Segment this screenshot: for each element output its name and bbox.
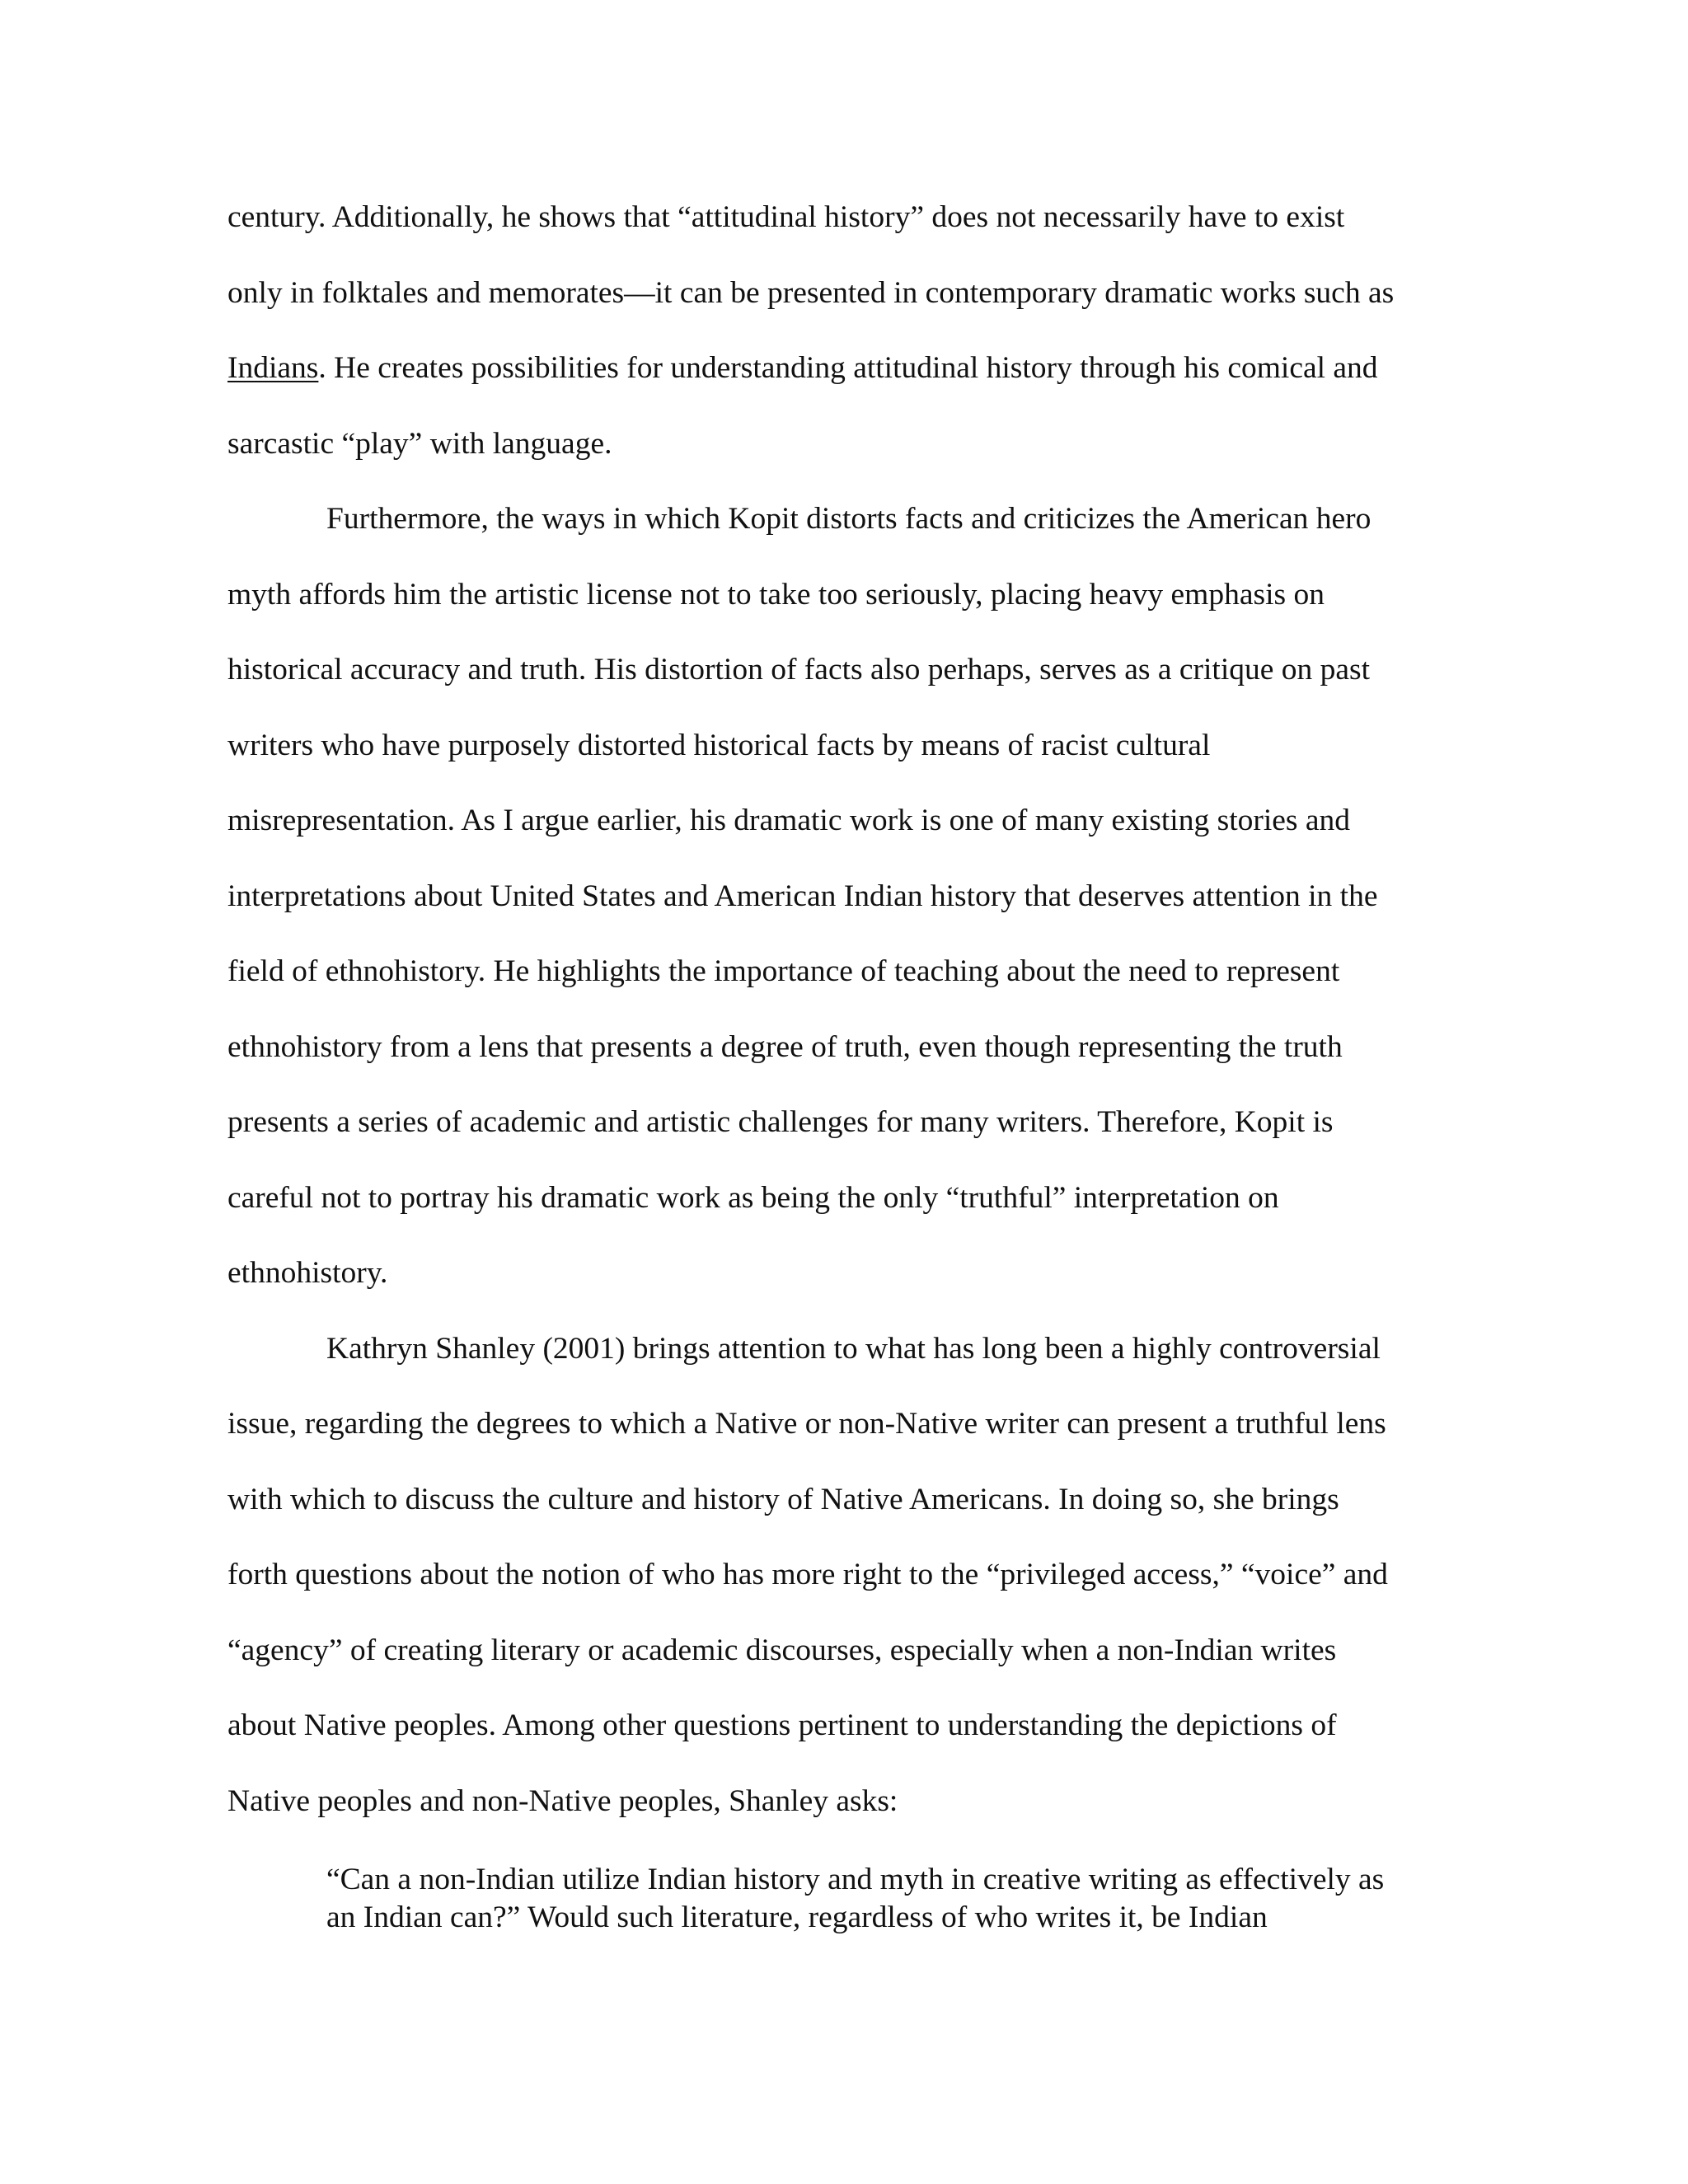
quote-line: “Can a non-Indian utilize Indian history and myth in creative writing as effectively as <box>326 1863 1385 1896</box>
text-span: . He creates possibilities for understanding attitudinal history through his comical and <box>318 351 1378 385</box>
body-text <box>227 191 1464 1850</box>
text-line: writers who have purposely distorted historical facts by means of racist cultural <box>227 728 1211 762</box>
text-line <box>227 342 1464 418</box>
quote-line: an Indian can?” Would such literature, regardless of who writes it, be Indian <box>326 1900 1268 1934</box>
text-line: field of ethnohistory. He highlights the importance of teaching about the need to represent <box>227 954 1340 988</box>
text-line: forth questions about the notion of who has more right to the “privileged access,” “voice” and <box>227 1558 1388 1591</box>
text-line: historical accuracy and truth. His distortion of facts also perhaps, serves as a critique on past <box>227 653 1371 687</box>
text-line: only in folktales and memorates—it can be presented in contemporary dramatic works such as <box>227 275 1395 310</box>
text-line: myth affords him the artistic license not to take too seriously, placing heavy emphasis on <box>227 577 1325 612</box>
paragraph-first-line: Kathryn Shanley (2001) brings attention to what has long been a highly controversial <box>326 1331 1381 1366</box>
text-line: careful not to portray his dramatic work as being the only “truthful” interpretation on <box>227 1180 1279 1215</box>
text-line: interpretations about United States and American Indian history that deserves attention in the <box>227 879 1378 913</box>
text-line: about Native peoples. Among other questions pertinent to understanding the depictions of <box>227 1708 1337 1742</box>
text-line: ethnohistory from a lens that presents a degree of truth, even though representing the truth <box>227 1029 1343 1064</box>
paragraph-first-line: Furthermore, the ways in which Kopit distorts facts and criticizes the American hero <box>326 502 1372 536</box>
text-line: “agency” of creating literary or academic discourses, especially when a non-Indian writes <box>227 1633 1337 1667</box>
text-line: misrepresentation. As I argue earlier, his dramatic work is one of many existing stories and <box>227 804 1351 837</box>
block-quote <box>326 1861 1464 1937</box>
text-line: presents a series of academic and artistic challenges for many writers. Therefore, Kopit is <box>227 1105 1334 1139</box>
text-line: Native peoples and non-Native peoples, Shanley asks: <box>227 1783 898 1818</box>
text-line: ethnohistory. <box>227 1256 388 1290</box>
text-line: with which to discuss the culture and history of Native Americans. In doing so, she brings <box>227 1482 1339 1516</box>
underlined-title: Indians <box>227 351 319 385</box>
text-line: issue, regarding the degrees to which a Native or non-Native writer can present a truthful lens <box>227 1407 1386 1441</box>
text-line: sarcastic “play” with language. <box>227 426 612 461</box>
text-line: century. Additionally, he shows that “attitudinal history” does not necessarily have to exist <box>227 200 1345 234</box>
